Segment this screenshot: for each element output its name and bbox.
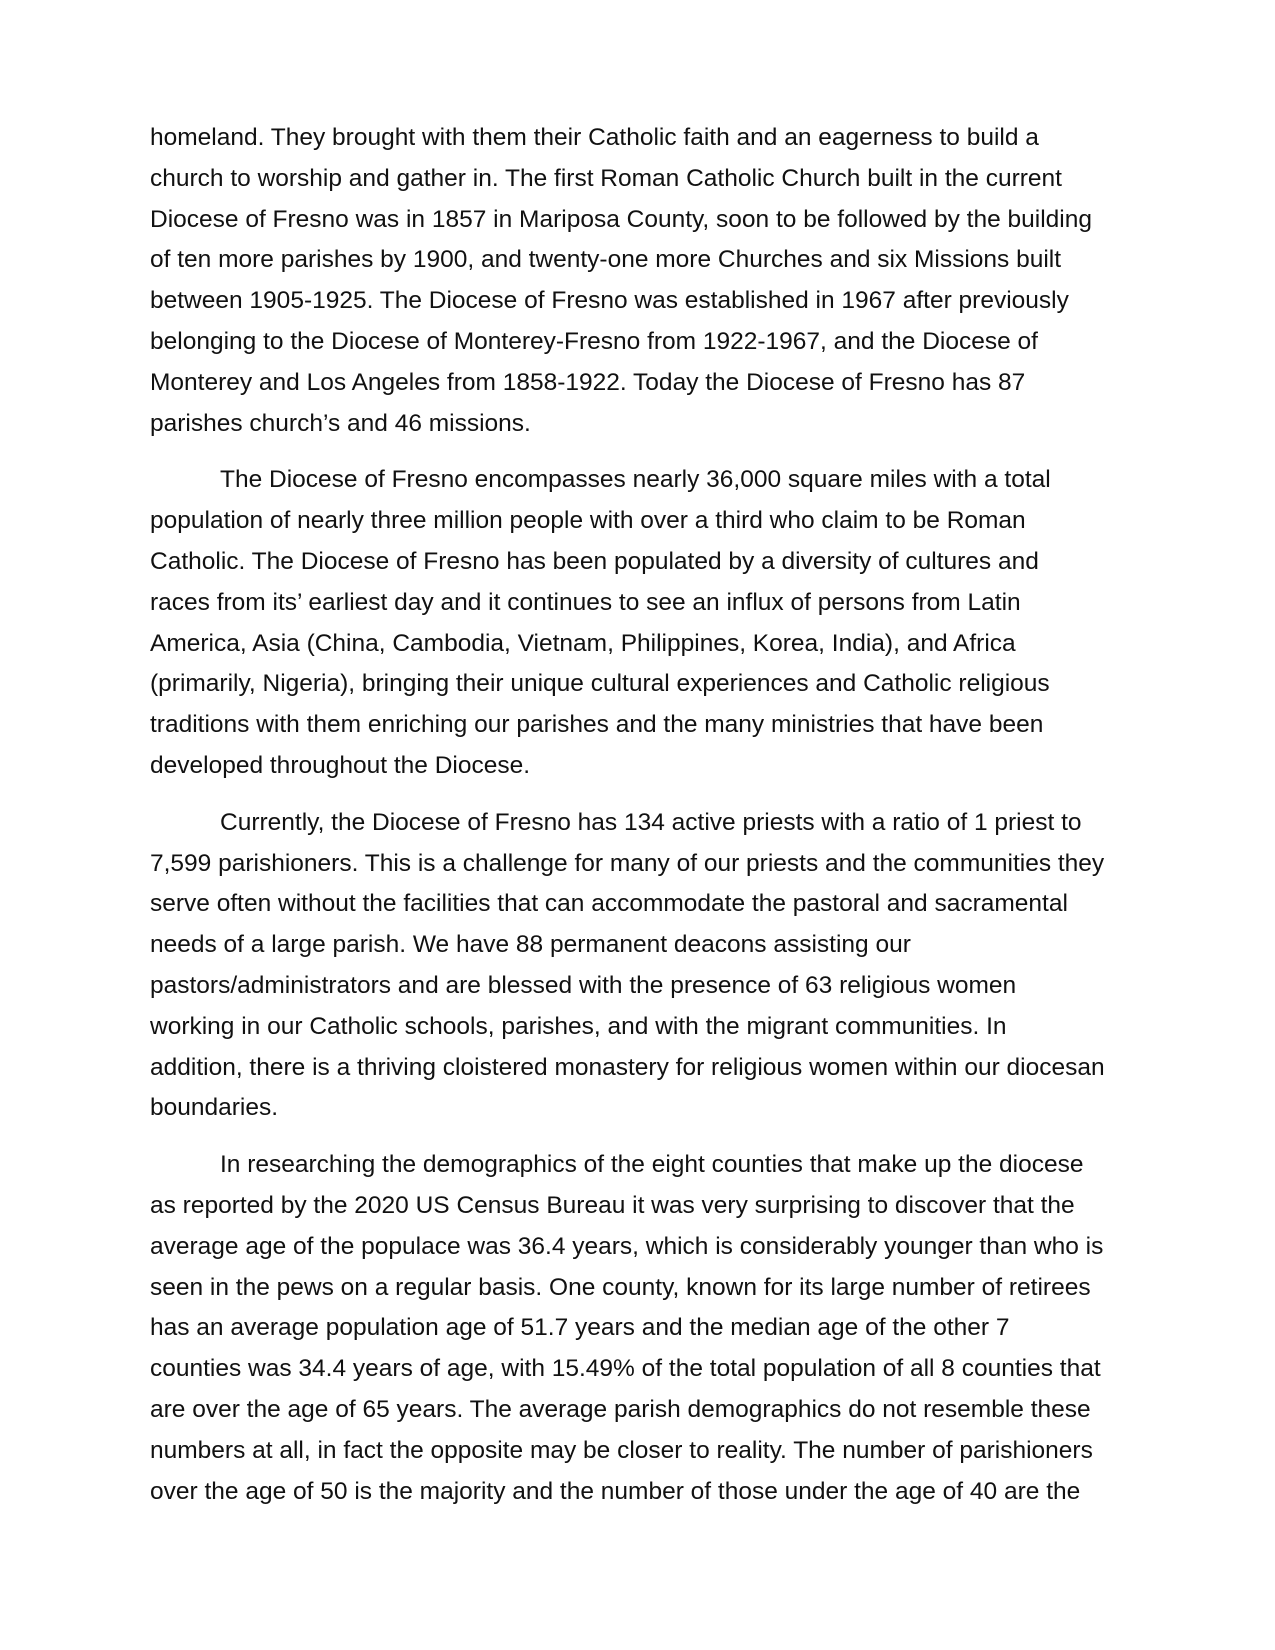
text-line: boundaries.: [150, 1094, 279, 1122]
text-line: as reported by the 2020 US Census Bureau it was very surprising to discover that the: [150, 1191, 1075, 1219]
text-line: developed throughout the Diocese.: [150, 751, 531, 779]
text-line: homeland. They brought with them their Catholic faith and an eagerness to build a: [150, 124, 1039, 151]
text-line: (primarily, Nigeria), bringing their unique cultural experiences and Catholic religious: [150, 670, 1050, 698]
text-line: working in our Catholic schools, parishes, and with the migrant communities. In: [150, 1012, 1007, 1040]
text-line: Diocese of Fresno was in 1857 in Mariposa County, soon to be followed by the building: [150, 205, 1092, 233]
text-line: In researching the demographics of the eight counties that make up the diocese: [220, 1151, 1084, 1179]
text-line: numbers at all, in fact the opposite may be closer to reality. The number of parishioners: [150, 1436, 1093, 1464]
text-line: pastors/administrators and are blessed with the presence of 63 religious women: [150, 971, 1017, 999]
text-line: Monterey and Los Angeles from 1858-1922. Today the Diocese of Fresno has 87: [150, 368, 1026, 396]
text-line: addition, there is a thriving cloistered monastery for religious women within our diocesan: [150, 1053, 1105, 1081]
text-line: between 1905-1925. The Diocese of Fresno was established in 1967 after previously: [150, 287, 1069, 315]
text-line: average age of the populace was 36.4 years, which is considerably younger than who is: [150, 1232, 1104, 1260]
text-line: church to worship and gather in. The first Roman Catholic Church built in the current: [150, 164, 1062, 192]
text-line: belonging to the Diocese of Monterey-Fresno from 1922-1967, and the Diocese of: [150, 327, 1038, 355]
text-line: of ten more parishes by 1900, and twenty-one more Churches and six Missions built: [150, 246, 1062, 274]
document-page: [150, 118, 1120, 1528]
text-line: 7,599 parishioners. This is a challenge for many of our priests and the communities they: [150, 849, 1105, 877]
text-line: races from its’ earliest day and it continues to see an influx of persons from Latin: [150, 588, 1021, 616]
text-line: Catholic. The Diocese of Fresno has been populated by a diversity of cultures and: [150, 547, 1039, 575]
text-line: over the age of 50 is the majority and the number of those under the age of 40 are the: [150, 1477, 1081, 1505]
text-line: parishes church’s and 46 missions.: [150, 409, 531, 437]
text-line: traditions with them enriching our parishes and the many ministries that have been: [150, 711, 1044, 739]
paragraph-demographics: [150, 1145, 1120, 1512]
text-line: The Diocese of Fresno encompasses nearly 36,000 square miles with a total: [220, 466, 1051, 494]
text-line: serve often without the facilities that can accommodate the pastoral and sacramental: [150, 890, 1068, 918]
text-line: population of nearly three million people with over a third who claim to be Roman: [150, 507, 1026, 535]
paragraph-clergy: [150, 803, 1120, 1129]
text-line: needs of a large parish. We have 88 permanent deacons assisting our: [150, 931, 911, 959]
paragraph-population: [150, 460, 1120, 786]
text-line: are over the age of 65 years. The average parish demographics do not resemble these: [150, 1395, 1091, 1423]
text-line: seen in the pews on a regular basis. One county, known for its large number of retirees: [150, 1273, 1091, 1301]
paragraph-history: [150, 118, 1120, 444]
text-line: has an average population age of 51.7 years and the median age of the other 7: [150, 1314, 1010, 1342]
text-line: counties was 34.4 years of age, with 15.49% of the total population of all 8 counties that: [150, 1355, 1101, 1383]
text-line: America, Asia (China, Cambodia, Vietnam, Philippines, Korea, India), and Africa: [150, 629, 1016, 657]
text-line: Currently, the Diocese of Fresno has 134 active priests with a ratio of 1 priest to: [220, 808, 1082, 836]
